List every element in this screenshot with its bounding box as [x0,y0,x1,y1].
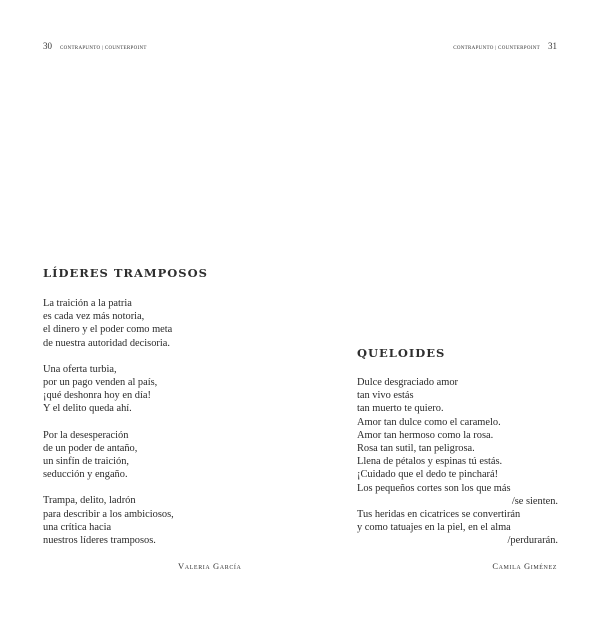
poem-line: Los pequeños cortes son los que más [357,482,511,494]
poem-line-continuation: /se sienten. [511,495,558,507]
poem-line: es cada vez más notoria, [43,311,145,323]
poem-line: ¡Cuidado que el dedo te pinchará! [357,469,499,481]
poem-line: nuestros líderes tramposos. [43,535,156,547]
right-running-title: CONTRAPUNTO | COUNTERPOINT [453,46,540,51]
poem-author: Valeria García [178,561,242,571]
poem-line: una crítica hacia [43,521,112,533]
poem-line: Y el delito queda ahí. [43,403,132,415]
stanza [43,363,273,416]
poem-author: Camila Giménez [492,561,557,571]
stanza [43,429,273,482]
poem-title: QUELOIDES [357,346,446,360]
poem-line: Rosa tan sutil, tan peligrosa. [357,443,475,455]
poem-line: Llena de pétalos y espinas tú estás. [357,456,503,468]
poem-line: Por la desesperación [43,429,129,441]
poem-line: el dinero y el poder como meta [43,324,173,336]
poem-line: Dulce desgraciado amor [357,377,458,388]
poem-line: seducción y engaño. [43,469,128,481]
stanza [43,297,273,350]
poem-line: Tus heridas en cicatrices se convertirán [357,509,521,521]
right-page-number: 31 [548,41,557,51]
poem-line: tan muerto te quiero. [357,403,444,415]
poem-line: Una oferta turbia, [43,363,117,375]
poem-line: ¡qué deshonra hoy en día! [43,390,151,402]
left-page-number: 30 [43,41,52,51]
poem-line: Amor tan hermoso como la rosa. [357,429,494,441]
poem-queloides [357,346,558,561]
poem-line: un sinfín de traición, [43,456,129,468]
poem-lideres-tramposos [43,266,273,560]
poem-line: Trampa, delito, ladrón [43,495,136,507]
stanza [357,376,558,548]
poem-line: y como tatuajes en la piel, en el alma [357,522,511,534]
poem-line: La traición a la patria [43,298,132,309]
poem-title: LÍDERES TRAMPOSOS [43,266,208,280]
right-page-header [449,36,557,54]
poem-line: por un pago venden al país, [43,377,158,389]
poem-line-continuation: /perdurarán. [507,535,558,547]
poem-line: de nuestra autoridad decisoria. [43,337,170,349]
poem-line: Amor tan dulce como el caramelo. [357,416,501,428]
left-running-title: CONTRAPUNTO | COUNTERPOINT [60,46,147,51]
stanza [43,494,273,547]
left-page-header [43,36,151,54]
poem-line: para describir a los ambiciosos, [43,508,174,520]
poem-line: tan vivo estás [357,390,414,402]
poem-line: de un poder de antaño, [43,442,138,454]
